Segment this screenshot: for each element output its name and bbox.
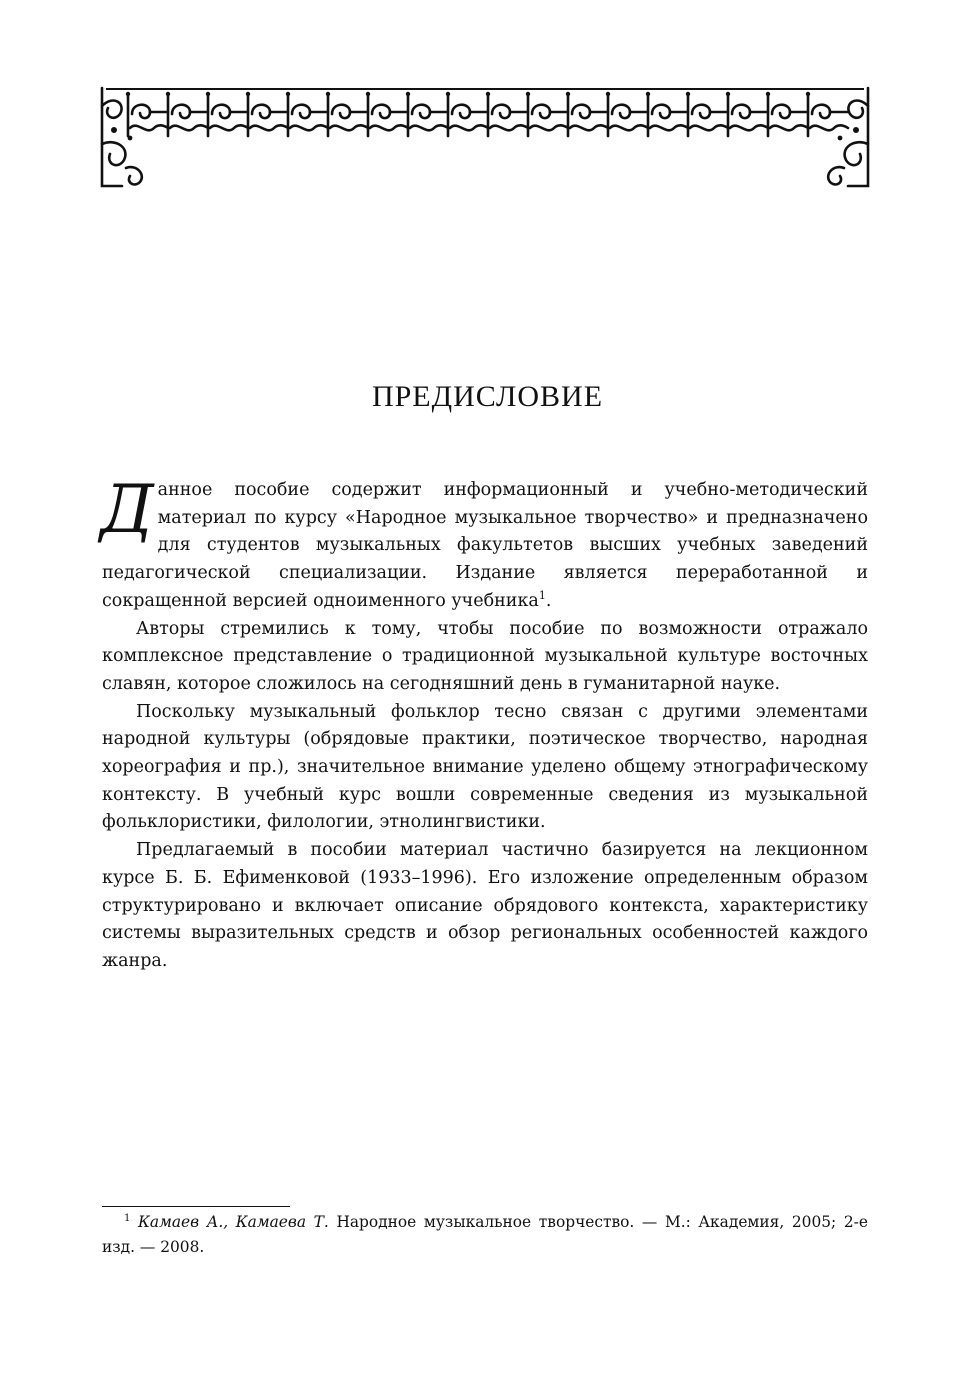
drop-cap: Д (100, 471, 154, 548)
paragraph-1 (100, 471, 868, 616)
paragraph-1-end: . (545, 590, 552, 611)
paragraph-4: Предлагаемый в пособии материал частично базируется на лекционном курсе Б. Б. Ефименковой (1933–1996). Его изложение определенным образом структурировано и включает описание обрядового контекста, характеристику системы выразительных средств и обзор региональных особенностей каждого жанра. (102, 840, 868, 971)
footnote-divider (102, 1206, 290, 1207)
ornament-right-corner (828, 88, 868, 186)
footnote-authors: Камаев А., Камаева Т. (138, 1213, 329, 1231)
ornament-left-corner (102, 88, 142, 186)
footnote (102, 1210, 868, 1260)
decorative-border-ornament (100, 86, 870, 188)
preface-body (100, 471, 868, 976)
paragraph-3: Поскольку музыкальный фольклор тесно связан с другими элементами народной культуры (обрядовые практики, поэтическое творчество, народная хореография и пр.), значительное внимание уделено общему этнографическому контексту. В учебный курс вошли современные сведения из музыкальной фольклористики, филологии, этнолингвистики. (102, 701, 868, 833)
footnote-number: 1 (124, 1212, 131, 1224)
footnote-text: Народное музыкальное творчество. — М.: Академия, 2005; 2-е изд. — 2008. (102, 1213, 868, 1256)
paragraph-1-text: анное пособие содержит информационный и учебно-методический материал по курсу «Народное музыкальное творчество» и предназначено для студентов музыкальных факультетов высших учебных заведений педагогической специализации. Издание является переработанной и сокращенной версией одноименного учебника (102, 480, 868, 611)
footnote-reference[interactable]: 1 (538, 588, 546, 602)
paragraph-2: Авторы стремились к тому, чтобы пособие по возможности отражало комплексное представление о традиционной музыкальной культуре восточных славян, которое сложилось на сегодняшний день в гуманитарной науке. (102, 618, 868, 694)
page-title: ПРЕДИСЛОВИЕ (371, 380, 604, 413)
